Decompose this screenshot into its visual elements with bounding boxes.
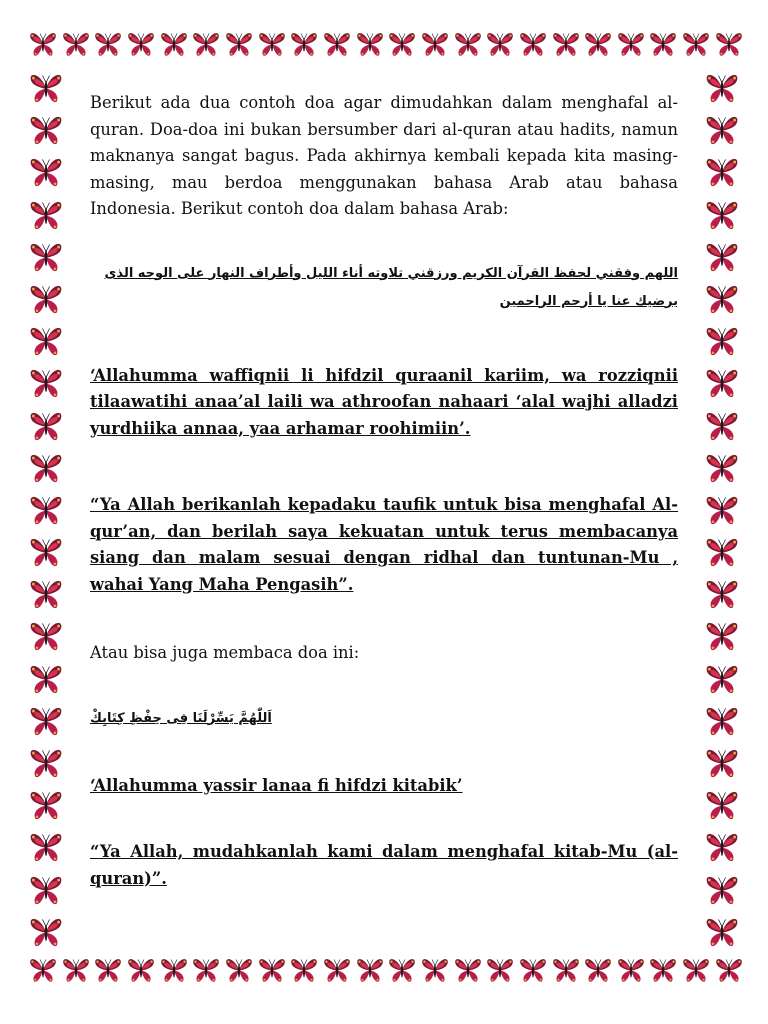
butterfly-icon xyxy=(583,955,613,985)
doa1-translation: “Ya Allah berikanlah kepadaku taufik untuk bisa menghafal Al-qur’an, dan berilah saya kekuatan untuk terus membacanya siang dan malam sesuai dengan ridhal dan tuntunan-Mu , wahai Yang Maha Pengasih”. xyxy=(90,495,678,594)
butterfly-icon xyxy=(28,787,64,823)
doa2-translation: “Ya Allah, mudahkanlah kami dalam menghafal kitab-Mu (al-quran)”. xyxy=(90,842,678,888)
butterfly-icon xyxy=(93,955,123,985)
butterfly-icon xyxy=(704,829,740,865)
butterfly-icon xyxy=(28,492,64,528)
butterfly-icon xyxy=(387,29,417,59)
butterfly-icon xyxy=(28,197,64,233)
butterfly-icon xyxy=(453,29,483,59)
butterfly-icon xyxy=(322,29,352,59)
butterfly-icon xyxy=(289,29,319,59)
butterfly-icon xyxy=(704,618,740,654)
intro-paragraph: Berikut ada dua contoh doa agar dimudahkan dalam menghafal al-quran. Doa-doa ini bukan bersumber dari al-quran atau hadits, namun maknanya sangat bagus. Pada akhirnya kembali kepada kita masing-masing, mau berdoa menggunakan bahasa Arab atau bahasa Indonesia. Berikut contoh doa dalam bahasa Arab: xyxy=(90,93,678,218)
right-butterfly-border xyxy=(702,70,742,950)
butterfly-icon xyxy=(704,914,740,950)
butterfly-icon xyxy=(355,955,385,985)
butterfly-icon xyxy=(355,29,385,59)
butterfly-icon xyxy=(704,787,740,823)
butterfly-icon xyxy=(704,492,740,528)
butterfly-icon xyxy=(704,365,740,401)
butterfly-icon xyxy=(28,576,64,612)
butterfly-icon xyxy=(28,239,64,275)
butterfly-icon xyxy=(485,955,515,985)
butterfly-icon xyxy=(704,872,740,908)
butterfly-icon xyxy=(93,29,123,59)
butterfly-icon xyxy=(28,450,64,486)
butterfly-icon xyxy=(616,955,646,985)
butterfly-icon xyxy=(28,112,64,148)
butterfly-icon xyxy=(28,29,58,59)
butterfly-icon xyxy=(714,29,744,59)
butterfly-icon xyxy=(704,408,740,444)
butterfly-icon xyxy=(387,955,417,985)
butterfly-icon xyxy=(61,29,91,59)
butterfly-icon xyxy=(551,29,581,59)
butterfly-icon xyxy=(485,29,515,59)
butterfly-icon xyxy=(224,955,254,985)
butterfly-icon xyxy=(704,703,740,739)
butterfly-icon xyxy=(28,70,64,106)
butterfly-icon xyxy=(681,29,711,59)
butterfly-icon xyxy=(28,745,64,781)
butterfly-icon xyxy=(28,323,64,359)
butterfly-icon xyxy=(704,323,740,359)
butterfly-icon xyxy=(704,534,740,570)
butterfly-icon xyxy=(28,914,64,950)
butterfly-icon xyxy=(28,829,64,865)
butterfly-icon xyxy=(704,450,740,486)
butterfly-icon xyxy=(289,955,319,985)
butterfly-icon xyxy=(420,29,450,59)
butterfly-icon xyxy=(453,955,483,985)
doa2-transliteration: ‘Allahumma yassir lanaa fi hifdzi kitabik’ xyxy=(90,775,463,795)
butterfly-icon xyxy=(126,955,156,985)
butterfly-icon xyxy=(28,618,64,654)
butterfly-icon xyxy=(714,955,744,985)
butterfly-icon xyxy=(704,70,740,106)
butterfly-icon xyxy=(28,281,64,317)
butterfly-icon xyxy=(322,955,352,985)
second-intro: Atau bisa juga membaca doa ini: xyxy=(90,643,360,662)
butterfly-icon xyxy=(648,29,678,59)
doa2-arabic xyxy=(90,705,678,733)
butterfly-icon xyxy=(28,955,58,985)
bottom-butterfly-border xyxy=(28,950,744,990)
butterfly-icon xyxy=(159,29,189,59)
butterfly-icon xyxy=(28,661,64,697)
butterfly-icon xyxy=(420,955,450,985)
butterfly-icon xyxy=(704,281,740,317)
butterfly-icon xyxy=(28,408,64,444)
butterfly-icon xyxy=(518,955,548,985)
butterfly-icon xyxy=(126,29,156,59)
document-body xyxy=(90,90,678,892)
butterfly-icon xyxy=(681,955,711,985)
butterfly-icon xyxy=(704,576,740,612)
doa2-arabic-text: اَللّٰهُمَّ يَسِّرْلَنَا فِى حِفْظِ كِتَابِكْ xyxy=(90,710,272,726)
butterfly-icon xyxy=(616,29,646,59)
butterfly-icon xyxy=(28,534,64,570)
doa1-arabic: اللهم وفقني لحفظ القرآن الكريم ورزقني تلاوته أناء الليل وأطراف النهار على الوجه الذى يرضيك عنا يا أرحم الراحمين xyxy=(104,265,678,309)
butterfly-icon xyxy=(704,112,740,148)
butterfly-icon xyxy=(704,661,740,697)
butterfly-icon xyxy=(159,955,189,985)
butterfly-icon xyxy=(28,703,64,739)
doa1-transliteration: ‘Allahumma waffiqnii li hifdzil quraanil kariim, wa rozziqnii tilaawatihi anaa’al laili wa athroofan nahaari ‘alal wajhi alladzi yurdhiika annaa, yaa arhamar roohimiin’. xyxy=(90,365,678,438)
butterfly-icon xyxy=(551,955,581,985)
butterfly-icon xyxy=(704,154,740,190)
butterfly-icon xyxy=(257,29,287,59)
butterfly-icon xyxy=(704,197,740,233)
butterfly-icon xyxy=(257,955,287,985)
butterfly-icon xyxy=(518,29,548,59)
top-butterfly-border xyxy=(28,24,744,64)
butterfly-icon xyxy=(61,955,91,985)
butterfly-icon xyxy=(28,365,64,401)
butterfly-icon xyxy=(704,239,740,275)
butterfly-icon xyxy=(28,872,64,908)
butterfly-icon xyxy=(191,29,221,59)
butterfly-icon xyxy=(704,745,740,781)
butterfly-icon xyxy=(648,955,678,985)
butterfly-icon xyxy=(224,29,254,59)
butterfly-icon xyxy=(191,955,221,985)
butterfly-icon xyxy=(28,154,64,190)
butterfly-icon xyxy=(583,29,613,59)
left-butterfly-border xyxy=(26,70,66,950)
